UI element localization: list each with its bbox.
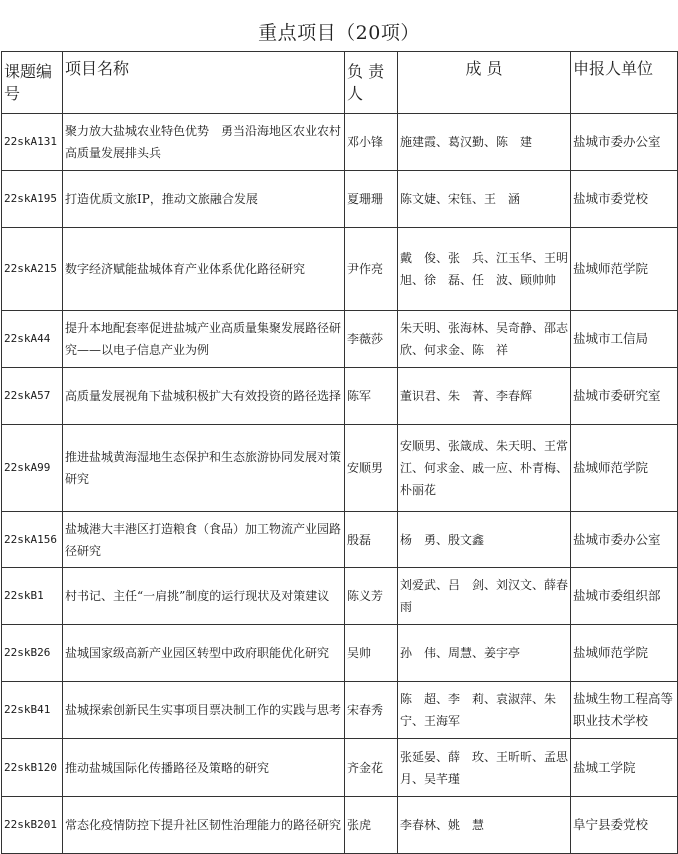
cell-name: 常态化疫情防控下提升社区韧性治理能力的路径研究 — [63, 797, 345, 854]
cell-id: 22skA156 — [2, 512, 63, 568]
cell-name: 推动盐城国际化传播路径及策略的研究 — [63, 739, 345, 797]
project-table — [1, 51, 678, 854]
cell-id: 22skA44 — [2, 311, 63, 368]
table-row — [2, 625, 678, 682]
cell-name: 打造优质文旅IP，推动文旅融合发展 — [63, 171, 345, 228]
table-row — [2, 311, 678, 368]
cell-unit: 盐城市委办公室 — [571, 512, 678, 568]
cell-leader: 陈军 — [345, 368, 398, 425]
cell-members: 陈 超、李 莉、袁淑萍、朱 宁、王海军 — [398, 682, 571, 739]
cell-id: 22skA57 — [2, 368, 63, 425]
cell-unit: 盐城市委办公室 — [571, 114, 678, 171]
header-leader: 负 责 人 — [345, 52, 398, 114]
cell-leader: 吴帅 — [345, 625, 398, 682]
table-row — [2, 568, 678, 625]
table-row — [2, 368, 678, 425]
cell-name: 盐城港大丰港区打造粮食（食品）加工物流产业园路径研究 — [63, 512, 345, 568]
table-row — [2, 682, 678, 739]
table-row — [2, 171, 678, 228]
cell-unit: 盐城市委组织部 — [571, 568, 678, 625]
cell-members: 董识君、朱 菁、李春辉 — [398, 368, 571, 425]
cell-unit: 盐城工学院 — [571, 739, 678, 797]
cell-members: 孙 伟、周慧、姜宇亭 — [398, 625, 571, 682]
cell-unit: 盐城市委研究室 — [571, 368, 678, 425]
cell-id: 22skA131 — [2, 114, 63, 171]
cell-id: 22skB1 — [2, 568, 63, 625]
cell-leader: 尹作亮 — [345, 228, 398, 311]
header-id: 课题编号 — [2, 52, 63, 114]
cell-id: 22skA215 — [2, 228, 63, 311]
cell-id: 22skA195 — [2, 171, 63, 228]
cell-leader: 齐金花 — [345, 739, 398, 797]
table-row — [2, 228, 678, 311]
cell-members: 刘爱武、吕 剑、刘汉文、薛春雨 — [398, 568, 571, 625]
cell-name: 盐城国家级高新产业园区转型中政府职能优化研究 — [63, 625, 345, 682]
table-row — [2, 797, 678, 854]
table-row — [2, 425, 678, 512]
header-row — [2, 52, 678, 114]
cell-unit: 盐城市工信局 — [571, 311, 678, 368]
cell-id: 22skB201 — [2, 797, 63, 854]
cell-id: 22skB41 — [2, 682, 63, 739]
cell-id: 22skB26 — [2, 625, 63, 682]
header-unit: 申报人单位 — [571, 52, 678, 114]
cell-name: 提升本地配套率促进盐城产业高质量集聚发展路径研究——以电子信息产业为例 — [63, 311, 345, 368]
table-row — [2, 739, 678, 797]
cell-leader: 安顺男 — [345, 425, 398, 512]
header-members: 成 员 — [398, 52, 571, 114]
cell-members: 李春林、姚 慧 — [398, 797, 571, 854]
table-row — [2, 114, 678, 171]
cell-name: 推进盐城黄海湿地生态保护和生态旅游协同发展对策研究 — [63, 425, 345, 512]
cell-leader: 李薇莎 — [345, 311, 398, 368]
cell-unit: 阜宁县委党校 — [571, 797, 678, 854]
cell-unit: 盐城师范学院 — [571, 228, 678, 311]
cell-members: 施建霞、葛汉勤、陈 建 — [398, 114, 571, 171]
cell-members: 陈文婕、宋钰、王 涵 — [398, 171, 571, 228]
cell-leader: 殷磊 — [345, 512, 398, 568]
cell-unit: 盐城市委党校 — [571, 171, 678, 228]
cell-leader: 张虎 — [345, 797, 398, 854]
cell-unit: 盐城师范学院 — [571, 625, 678, 682]
cell-members: 朱天明、张海林、吴奇静、邵志欣、何求金、陈 祥 — [398, 311, 571, 368]
table-row — [2, 512, 678, 568]
cell-name: 数字经济赋能盐城体育产业体系优化路径研究 — [63, 228, 345, 311]
cell-unit: 盐城师范学院 — [571, 425, 678, 512]
cell-name: 村书记、主任“一肩挑”制度的运行现状及对策建议 — [63, 568, 345, 625]
cell-id: 22skA99 — [2, 425, 63, 512]
cell-members: 安顺男、张箴成、朱天明、王常江、何求金、戚一应、朴青梅、朴丽花 — [398, 425, 571, 512]
cell-leader: 夏珊珊 — [345, 171, 398, 228]
cell-members: 张延晏、薛 玫、王昕昕、孟思月、吴芊瑾 — [398, 739, 571, 797]
cell-members: 戴 俊、张 兵、江玉华、王明旭、徐 磊、任 波、顾帅帅 — [398, 228, 571, 311]
cell-id: 22skB120 — [2, 739, 63, 797]
cell-members: 杨 勇、殷文鑫 — [398, 512, 571, 568]
cell-name: 高质量发展视角下盐城积极扩大有效投资的路径选择 — [63, 368, 345, 425]
cell-leader: 宋春秀 — [345, 682, 398, 739]
cell-leader: 邓小锋 — [345, 114, 398, 171]
page-title: 重点项目（20项） — [258, 22, 420, 44]
cell-name: 盐城探索创新民生实事项目票决制工作的实践与思考 — [63, 682, 345, 739]
header-name: 项目名称 — [63, 52, 345, 114]
cell-leader: 陈义芳 — [345, 568, 398, 625]
cell-name: 聚力放大盐城农业特色优势 勇当沿海地区农业农村高质量发展排头兵 — [63, 114, 345, 171]
cell-unit: 盐城生物工程高等职业技术学校 — [571, 682, 678, 739]
